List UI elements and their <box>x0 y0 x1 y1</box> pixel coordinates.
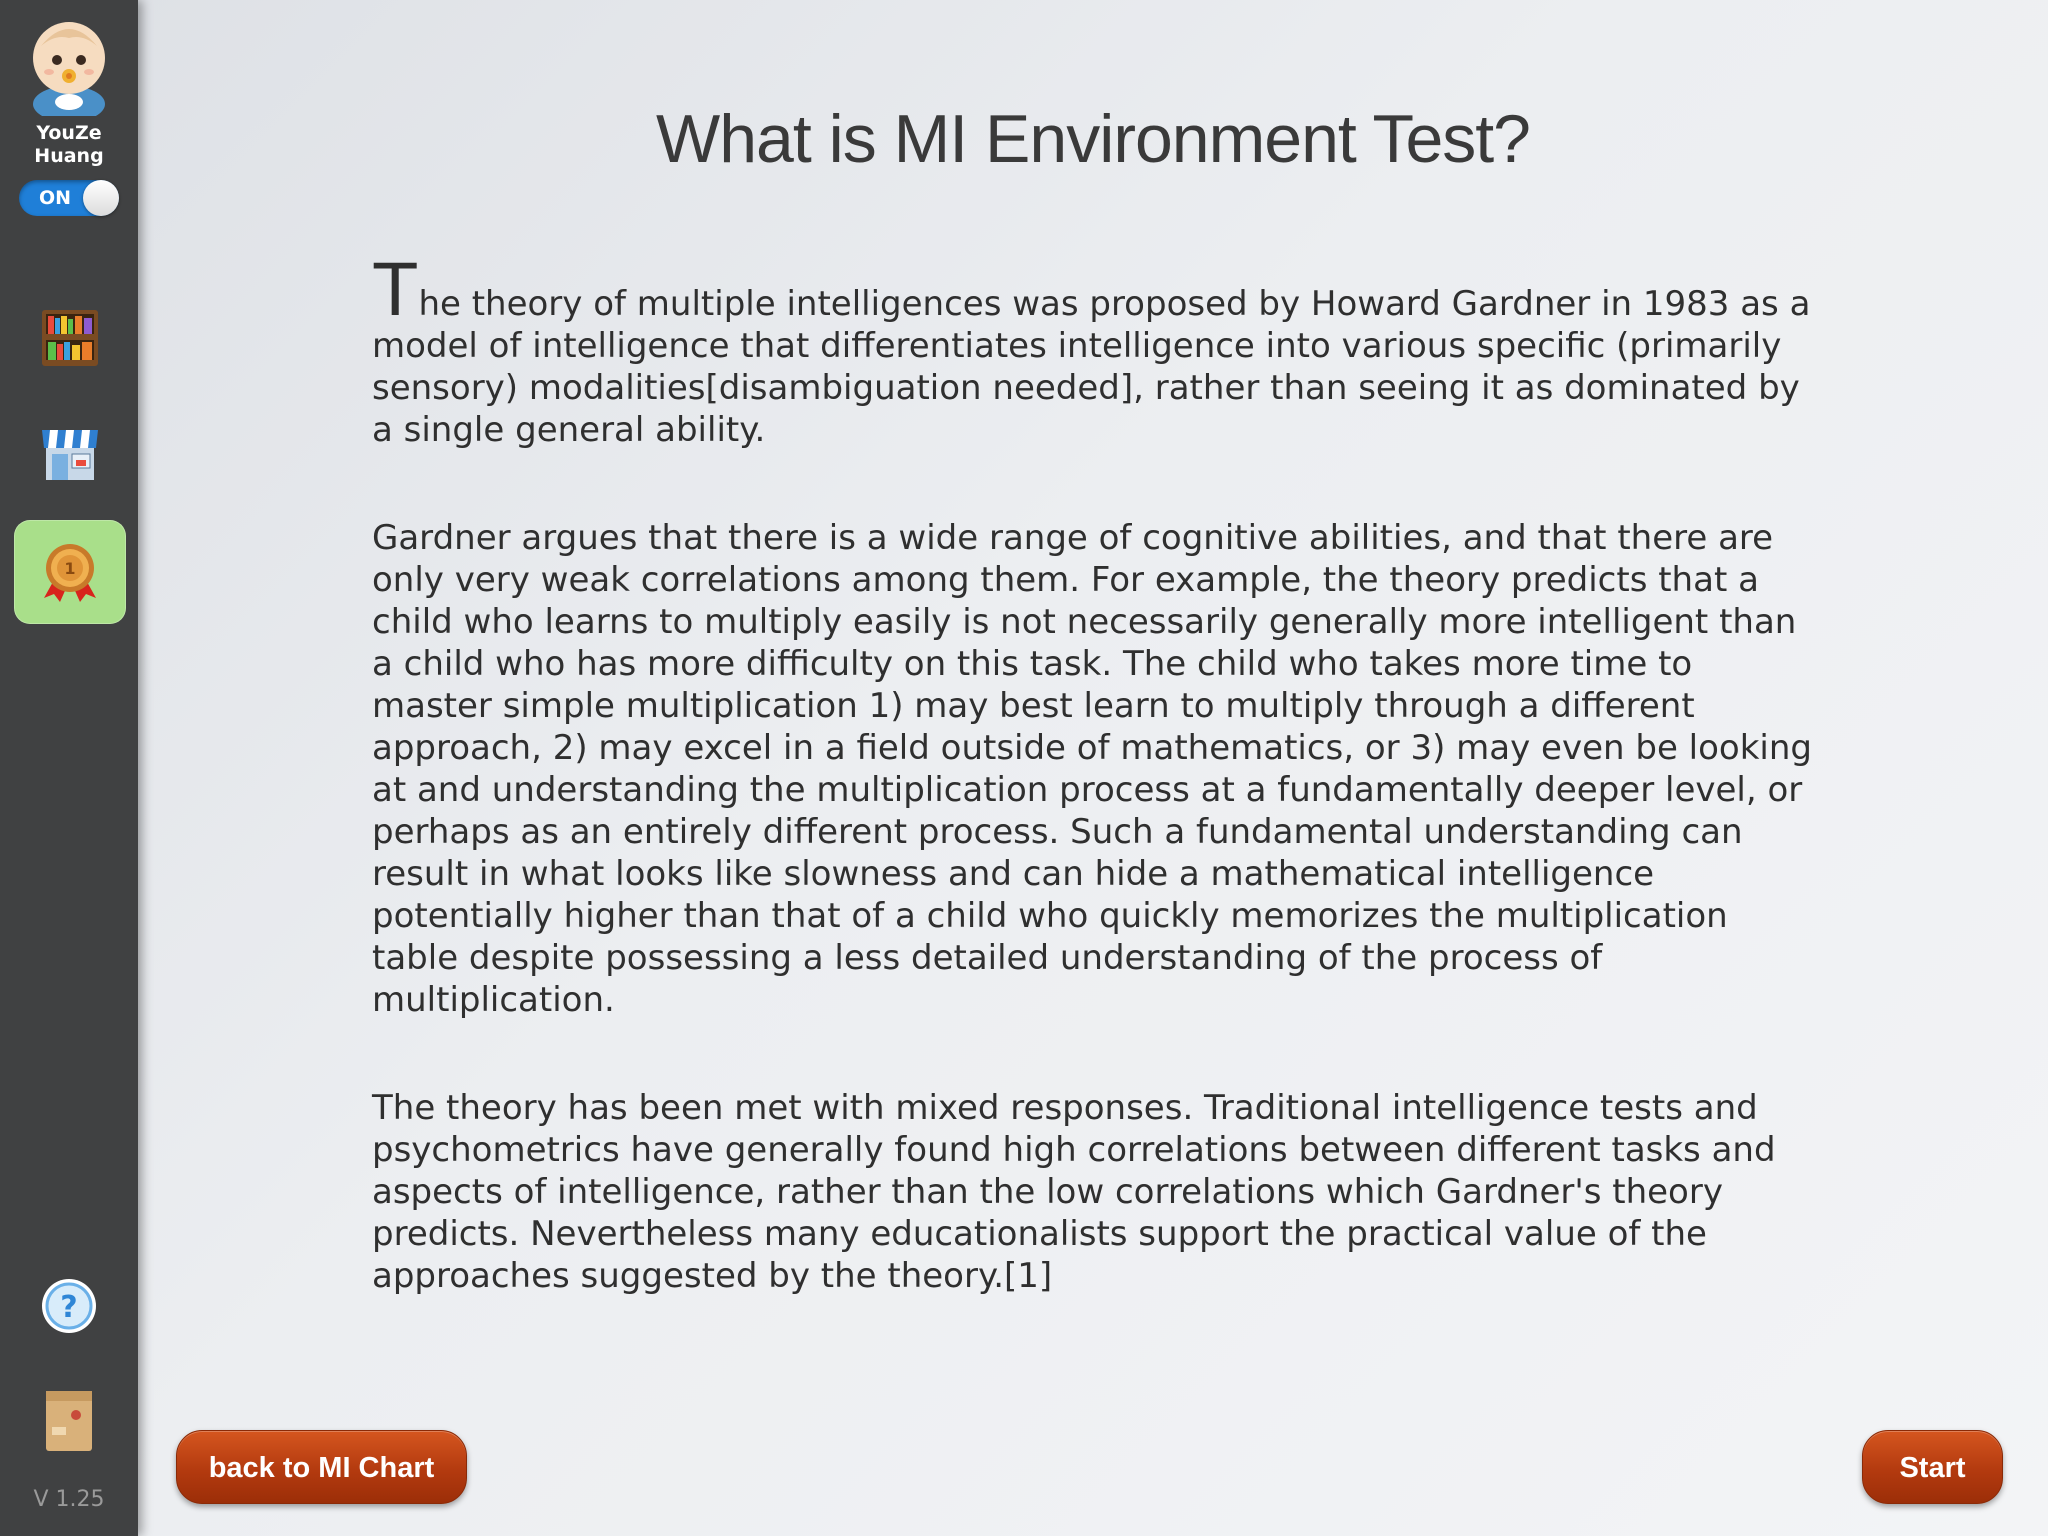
bookshelf-icon <box>38 306 102 370</box>
sidebar-item-award[interactable] <box>14 520 126 624</box>
user-name: YouZe Huang <box>34 122 104 167</box>
paragraph-3: The theory has been met with mixed responses. Traditional intelligence tests and psychometrics have generally found high correlations between different tasks and aspects of intelligence, rather than the low correlations which Gardner's theory predicts. Nevertheless many educationalists support the practical value of the approaches suggested by the theory.[1] <box>372 1088 1776 1296</box>
paragraph-2: Gardner argues that there is a wide range of cognitive abilities, and that there are only very weak correlations among them. For example, the theory predicts that a child who learns to multiply easily is not necessarily generally more intelligent than a child who has more difficulty on this task. The child who takes more time to master simple multiplication 1) may best learn to multiply through a different approach, 2) may excel in a field outside of mathematics, or 3) may even be looking at and understanding the multiplication process at a fundamentally deeper level, or perhaps as an entirely different process. Such a fundamental understanding can result in what looks like slowness and can hide a mathematical intelligence potentially higher than that of a child who quickly memorizes the multiplication table despite possessing a less detailed understanding of the process of multiplication. <box>372 518 1812 1020</box>
help-button[interactable] <box>40 1277 98 1339</box>
paragraph-1-text: he theory of multiple intelligences was proposed by Howard Gardner in 1983 as a model of intelligence that differentiates intelligence into various specific (primarily sensory) modalities[disambiguation needed], rather than seeing it as dominated by a single general ability. <box>372 284 1811 450</box>
store-icon <box>38 420 102 484</box>
toggle-label: ON <box>39 187 72 209</box>
svg-text:1: 1 <box>64 559 76 578</box>
page-title: What is MI Environment Test? <box>656 101 1530 177</box>
drop-cap: T <box>372 247 419 332</box>
article-body <box>372 247 1812 1363</box>
version-label: V 1.25 <box>33 1487 105 1512</box>
sound-toggle[interactable] <box>19 180 119 216</box>
sidebar-item-bookshelf[interactable] <box>14 286 126 390</box>
paragraph-1 <box>372 247 1812 451</box>
back-to-mi-chart-button[interactable]: back to MI Chart <box>176 1430 467 1504</box>
sidebar-item-store[interactable] <box>14 400 126 504</box>
medal-icon <box>38 540 102 604</box>
help-icon <box>40 1277 98 1335</box>
package-icon <box>44 1389 94 1453</box>
sidebar <box>0 0 138 1536</box>
package-button[interactable] <box>44 1389 94 1457</box>
start-button[interactable]: Start <box>1862 1430 2003 1504</box>
toggle-knob[interactable] <box>83 180 119 216</box>
baby-avatar-icon <box>27 16 111 116</box>
svg-text:?: ? <box>60 1290 78 1325</box>
avatar[interactable] <box>27 16 111 116</box>
